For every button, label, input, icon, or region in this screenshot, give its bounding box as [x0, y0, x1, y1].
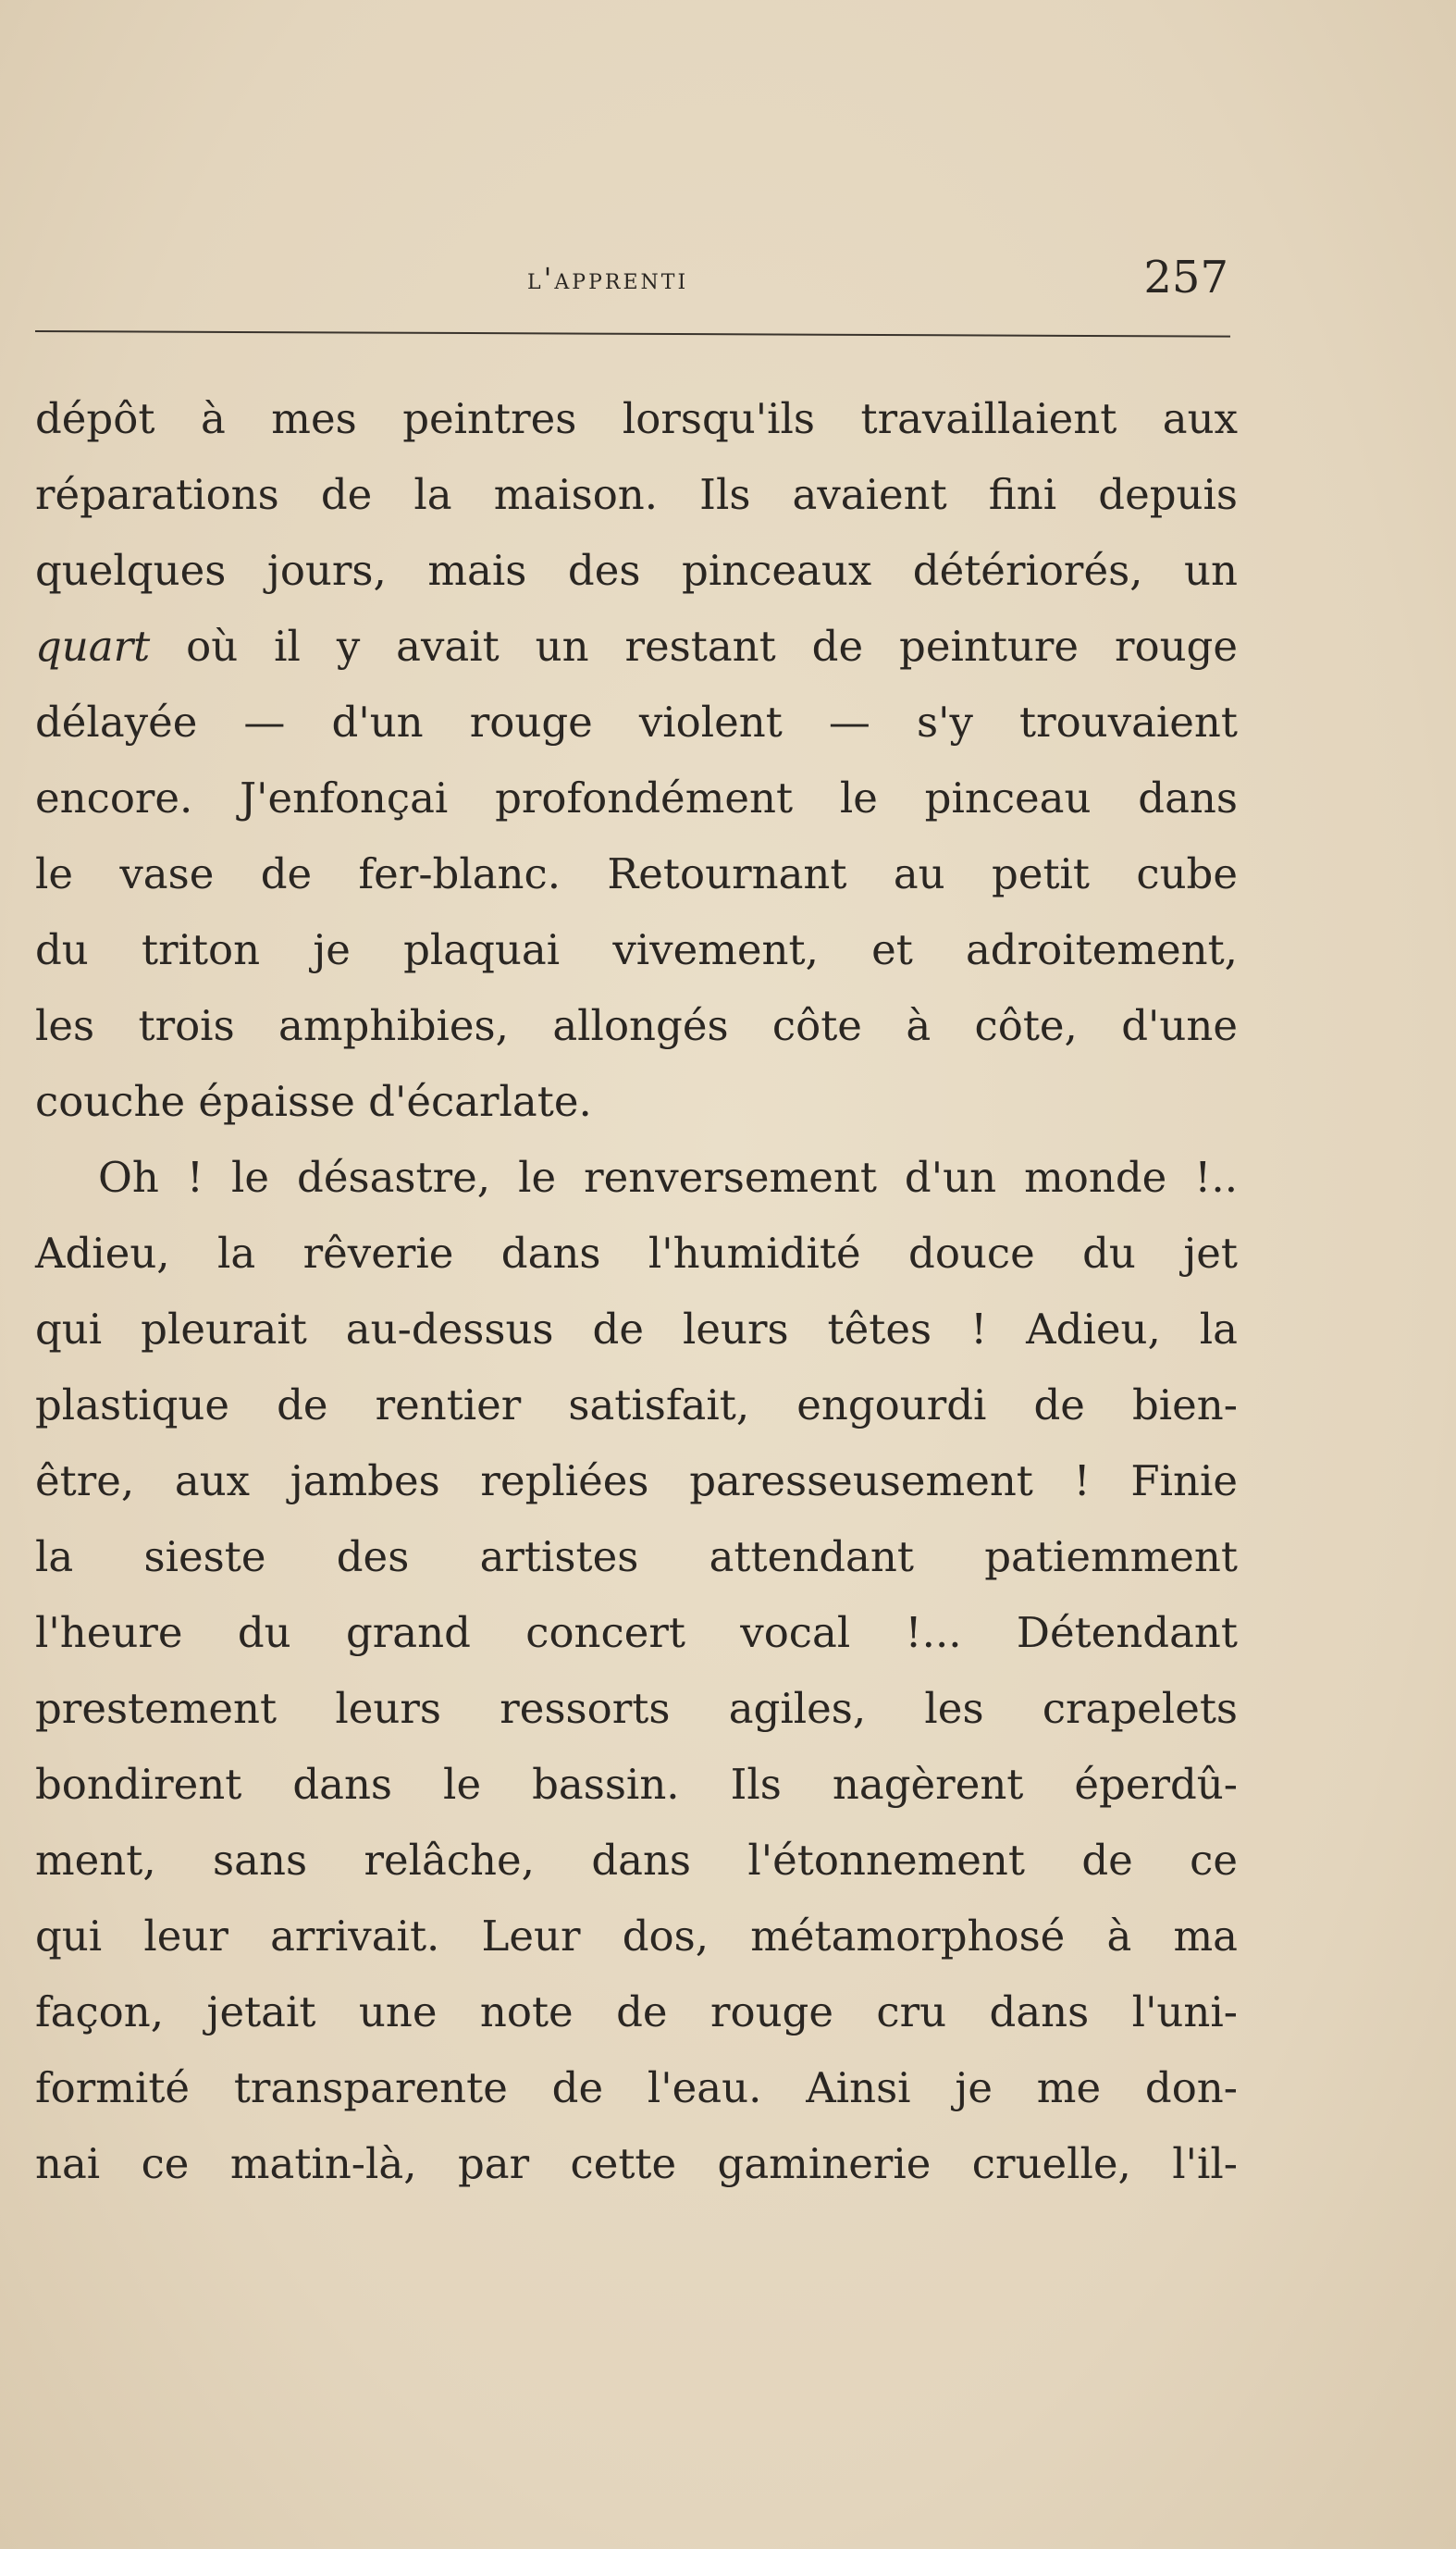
text-line: dépôt à mes peintres lorsqu'ils travaillaient aux: [35, 394, 1238, 443]
text-line: les trois amphibies, allongés côte à côte, d'une: [35, 1001, 1238, 1050]
text-line: formité transparente de l'eau. Ainsi je me don-: [35, 2063, 1238, 2112]
text-line: réparations de la maison. Ils avaient fini depuis: [35, 470, 1238, 519]
page-header: [35, 252, 1228, 316]
italic-word: quart: [35, 622, 151, 671]
text-line: le vase de fer-blanc. Retournant au petit cube: [35, 849, 1238, 898]
text-line: du triton je plaquai vivement, et adroitement,: [35, 925, 1238, 974]
text-line: couche épaisse d'écarlate.: [35, 1077, 592, 1126]
text-line: délayée — d'un rouge violent — s'y trouvaient: [35, 698, 1238, 747]
text-line: être, aux jambes repliées paresseusement ! Finie: [35, 1456, 1238, 1505]
running-title: l'apprenti: [527, 261, 689, 296]
text-line: nai ce matin-là, par cette gaminerie cruelle, l'il-: [35, 2139, 1238, 2188]
text-line: Adieu, la rêverie dans l'humidité douce du jet: [35, 1229, 1238, 1278]
text-line: qui leur arrivait. Leur dos, métamorphosé à ma: [35, 1912, 1238, 1961]
text-line: [35, 609, 1238, 685]
text-line: la sieste des artistes attendant patiemment: [35, 1532, 1238, 1581]
text-line: encore. J'enfonçai profondément le pinceau dans: [35, 773, 1238, 823]
page-number: 257: [1143, 252, 1228, 303]
body-text: [35, 381, 1238, 2202]
text-line: prestement leurs ressorts agiles, les crapelets: [35, 1684, 1238, 1733]
text-line: qui pleurait au-dessus de leurs têtes ! Adieu, la: [35, 1305, 1238, 1354]
text-line: ment, sans relâche, dans l'étonnement de ce: [35, 1836, 1238, 1885]
text-line: quelques jours, mais des pinceaux détériorés, un: [35, 546, 1238, 595]
text-line-rest: où il y avait un restant de peinture rouge: [186, 622, 1238, 671]
header-rule: [35, 330, 1230, 338]
text-line: façon, jetait une note de rouge cru dans l'uni-: [35, 1987, 1238, 2036]
text-line: plastique de rentier satisfait, engourdi de bien-: [35, 1380, 1238, 1429]
text-line: l'heure du grand concert vocal !... Détendant: [35, 1608, 1238, 1657]
text-line: bondirent dans le bassin. Ils nagèrent éperdû-: [35, 1760, 1238, 1809]
text-line: Oh ! le désastre, le renversement d'un monde !..: [98, 1153, 1238, 1202]
